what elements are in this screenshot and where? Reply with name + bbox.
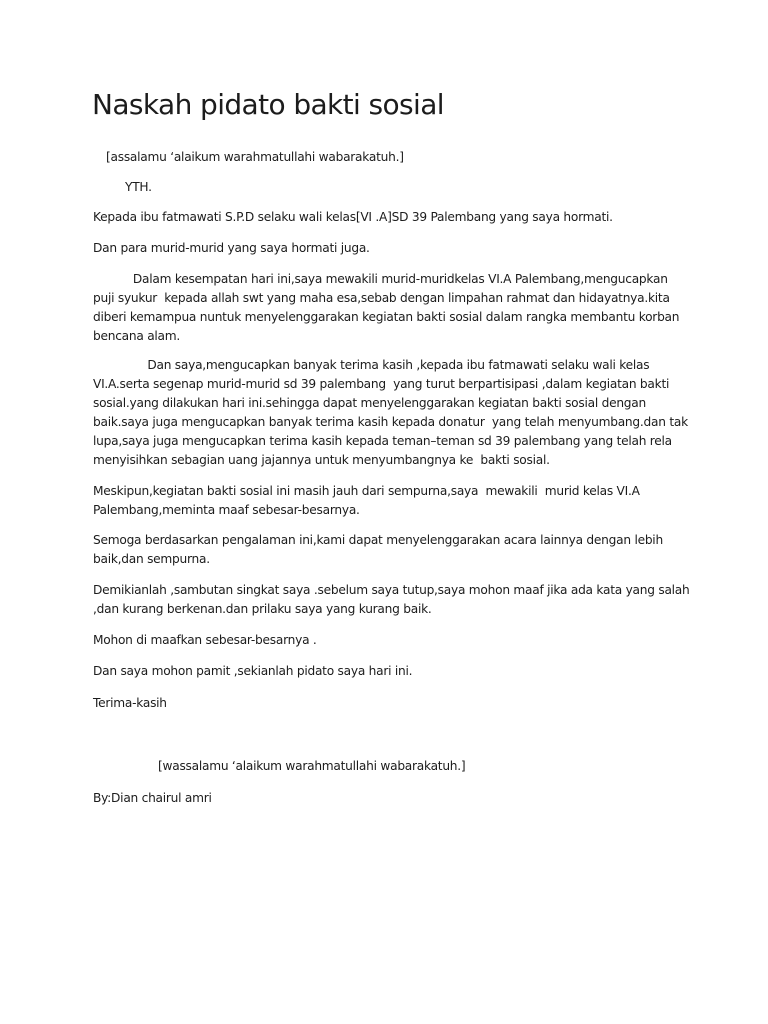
paragraph-line: Dalam kesempatan hari ini,saya mewakili murid-muridkelas VI.A Palembang,mengucapkan: [93, 272, 668, 286]
paragraph-line: bencana alam.: [93, 329, 181, 343]
paragraph-line: sosial.yang dilakukan hari ini.sehingga dapat menyelenggarakan kegiatan bakti sosial dengan: [93, 396, 646, 410]
paragraph-apology: [93, 482, 679, 520]
paragraph-line: Palembang,meminta maaf sebesar-besarnya.: [93, 503, 360, 517]
paragraph-opening: [93, 270, 679, 346]
thanks-line: Terima-kasih: [93, 696, 167, 710]
farewell-line: Dan saya mohon pamit ,sekianlah pidato saya hari ini.: [93, 664, 413, 678]
closing-greeting: [wassalamu ‘alaikum warahmatullahi wabarakatuh.]: [158, 759, 466, 773]
paragraph-line: puji syukur kepada allah swt yang maha esa,sebab dengan limpahan rahmat dan hidayatnya.kita: [93, 291, 670, 305]
paragraph-closing: [93, 581, 690, 619]
audience-line: Dan para murid-murid yang saya hormati juga.: [93, 241, 370, 255]
paragraph-line: menyisihkan sebagian uang jajannya untuk menyumbangnya ke bakti sosial.: [93, 453, 550, 467]
paragraph-line: Demikianlah ,sambutan singkat saya .sebelum saya tutup,saya mohon maaf jika ada kata yang salah: [93, 583, 690, 597]
opening-greeting: [assalamu ‘alaikum warahmatullahi wabarakatuh.]: [106, 150, 404, 164]
forgiveness-line: Mohon di maafkan sebesar-besarnya .: [93, 633, 317, 647]
paragraph-line: ,dan kurang berkenan.dan prilaku saya yang kurang baik.: [93, 602, 432, 616]
paragraph-line: VI.A.serta segenap murid-murid sd 39 palembang yang turut berpartisipasi ,dalam kegiatan bakti: [93, 377, 670, 391]
paragraph-line: diberi kemampua nuntuk menyelenggarakan kegiatan bakti sosial dalam rangka membantu korban: [93, 310, 680, 324]
document-title: Naskah pidato bakti sosial: [92, 88, 444, 121]
paragraph-hope: [93, 531, 679, 569]
paragraph-line: lupa,saya juga mengucapkan terima kasih kepada teman–teman sd 39 palembang yang telah rela: [93, 434, 672, 448]
paragraph-thanks: [93, 356, 688, 470]
yth-line: YTH.: [125, 180, 152, 194]
paragraph-line: Dan saya,mengucapkan banyak terima kasih ,kepada ibu fatmawati selaku wali kelas: [93, 358, 650, 372]
paragraph-line: Semoga berdasarkan pengalaman ini,kami dapat menyelenggarakan acara lainnya dengan lebih: [93, 533, 663, 547]
paragraph-line: Meskipun,kegiatan bakti sosial ini masih jauh dari sempurna,saya mewakili murid kelas VI.A: [93, 484, 640, 498]
author-line: By:Dian chairul amri: [93, 791, 212, 805]
addressee-line: Kepada ibu fatmawati S.P.D selaku wali kelas[VI .A]SD 39 Palembang yang saya hormati.: [93, 210, 613, 224]
paragraph-line: baik.saya juga mengucapkan banyak terima kasih kepada donatur yang telah menyumbang.dan tak: [93, 415, 688, 429]
paragraph-line: baik,dan sempurna.: [93, 552, 210, 566]
